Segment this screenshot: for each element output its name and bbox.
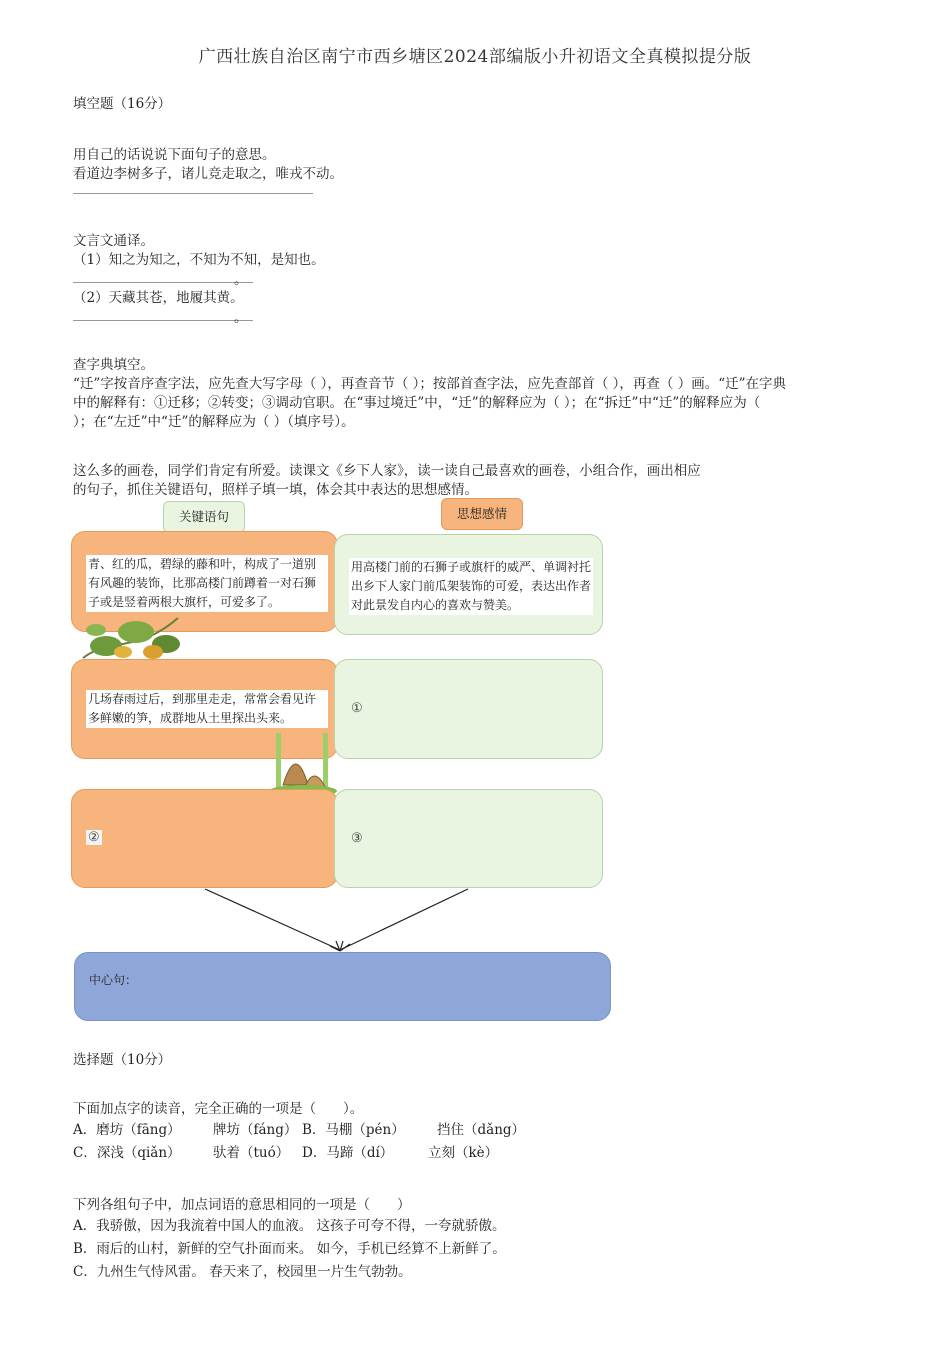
converging-arrows [200,886,480,958]
q5-option-b[interactable]: B．马棚（pén） [302,1122,405,1138]
q5-option-d[interactable]: D．马蹄（dí） [302,1145,394,1161]
q6-prompt: 下列各组句子中，加点词语的意思相同的一项是（ ） [73,1197,411,1213]
tag-thought-feeling: 思想感情 [441,498,523,530]
q1-prompt: 用自己的话说说下面句子的意思。 [73,147,276,163]
q1-sentence: 看道边李树多子，诸儿竞走取之，唯戎不动。 [73,166,343,182]
row1-feeling-text: 用高楼门前的石狮子或旗杆的威严、单调衬托出乡下人家门前瓜架装饰的可爱，表达出作者对此景发自内心的喜欢与赞美。 [349,558,593,615]
q6-option-b[interactable]: B．雨后的山村，新鲜的空气扑面而来。 如今，手机已经算不上新鲜了。 [73,1241,506,1257]
q3-line3: ）；在“左迁”中“迁”的解释应为（ ）（填序号）。 [73,414,355,430]
row3-key-box[interactable] [71,789,338,888]
q2-item1: （1）知之为知之，不知为不知，是知也。 [73,252,325,268]
center-sentence-label: 中心句： [89,973,138,987]
row1-key-text: 青、红的瓜，碧绿的藤和叶，构成了一道别有风趣的装饰，比那高楼门前蹲着一对石狮子或是竖着两根大旗杆，可爱多了。 [86,555,328,612]
q4-prompt-line2: 的句子，抓住关键语句，照样子填一填，体会其中表达的思想感情。 [73,482,478,498]
q6-option-a[interactable]: A．我骄傲，因为我流着中国人的血液。 这孩子可夸不得，一夸就骄傲。 [73,1218,506,1234]
row3-feeling-marker: ③ [351,831,363,846]
tag-key-sentence: 关键语句 [163,501,245,533]
row2-feeling-box[interactable] [334,659,603,759]
q2-item2-answer-line[interactable] [73,320,253,321]
q3-line2: 中的解释有：①迁移；②转变；③调动官职。在“事过境迁”中，“迁”的解释应为（ ）；在“拆迁”中“迁”的解释应为（ [73,395,761,411]
q3-line1: “迁”字按音序查字法，应先查大写字母（ ），再查音节（ ）；按部首查字法，应先查部首（ ），再查（ ）画。“迁”在字典 [73,376,787,392]
center-sentence-box[interactable] [74,952,611,1021]
row3-key-marker: ② [88,830,100,845]
q6-option-c[interactable]: C．九州生气恃风雷。 春天来了，校园里一片生气勃勃。 [73,1264,412,1280]
row2-feeling-marker: ① [351,701,363,716]
q2-item1-answer-line[interactable] [73,282,253,283]
q5-option-c-second: 驮着（tuó） [213,1145,290,1161]
row3-feeling-box[interactable] [334,789,603,888]
q2-item2: （2）天藏其苍，地履其黄。 [73,290,244,306]
q1-answer-line[interactable] [73,193,313,194]
section-choice-label: 选择题（10分） [73,1052,172,1068]
q5-option-a[interactable]: A．磨坊（fāng） [73,1122,181,1138]
q5-prompt: 下面加点字的读音，完全正确的一项是（ ）。 [73,1101,364,1117]
bamboo-shoot-illustration [268,733,338,797]
q5-option-c[interactable]: C．深浅（qiǎn） [73,1145,181,1161]
q3-prompt: 查字典填空。 [73,357,154,373]
q2-item2-end: 。 [234,310,248,326]
q5-option-b-second: 挡住（dǎng） [437,1122,526,1138]
row2-key-text: 几场春雨过后，到那里走走，常常会看见许多鲜嫩的笋，成群地从土里探出头来。 [86,690,328,728]
q2-prompt: 文言文通译。 [73,233,154,249]
q2-item1-end: 。 [234,272,248,288]
q5-option-a-second: 牌坊（fáng） [213,1122,298,1138]
page-title: 广西壮族自治区南宁市西乡塘区2024部编版小升初语文全真模拟提分版 [198,47,752,67]
q4-prompt-line1: 这么多的画卷，同学们肯定有所爱。读课文《乡下人家》，读一读自己最喜欢的画卷，小组合作，画出相应 [73,463,701,479]
q5-option-d-second: 立刻（kè） [428,1145,499,1161]
melon-vine-illustration [78,608,188,666]
section-fill-blank-label: 填空题（16分） [73,96,172,112]
